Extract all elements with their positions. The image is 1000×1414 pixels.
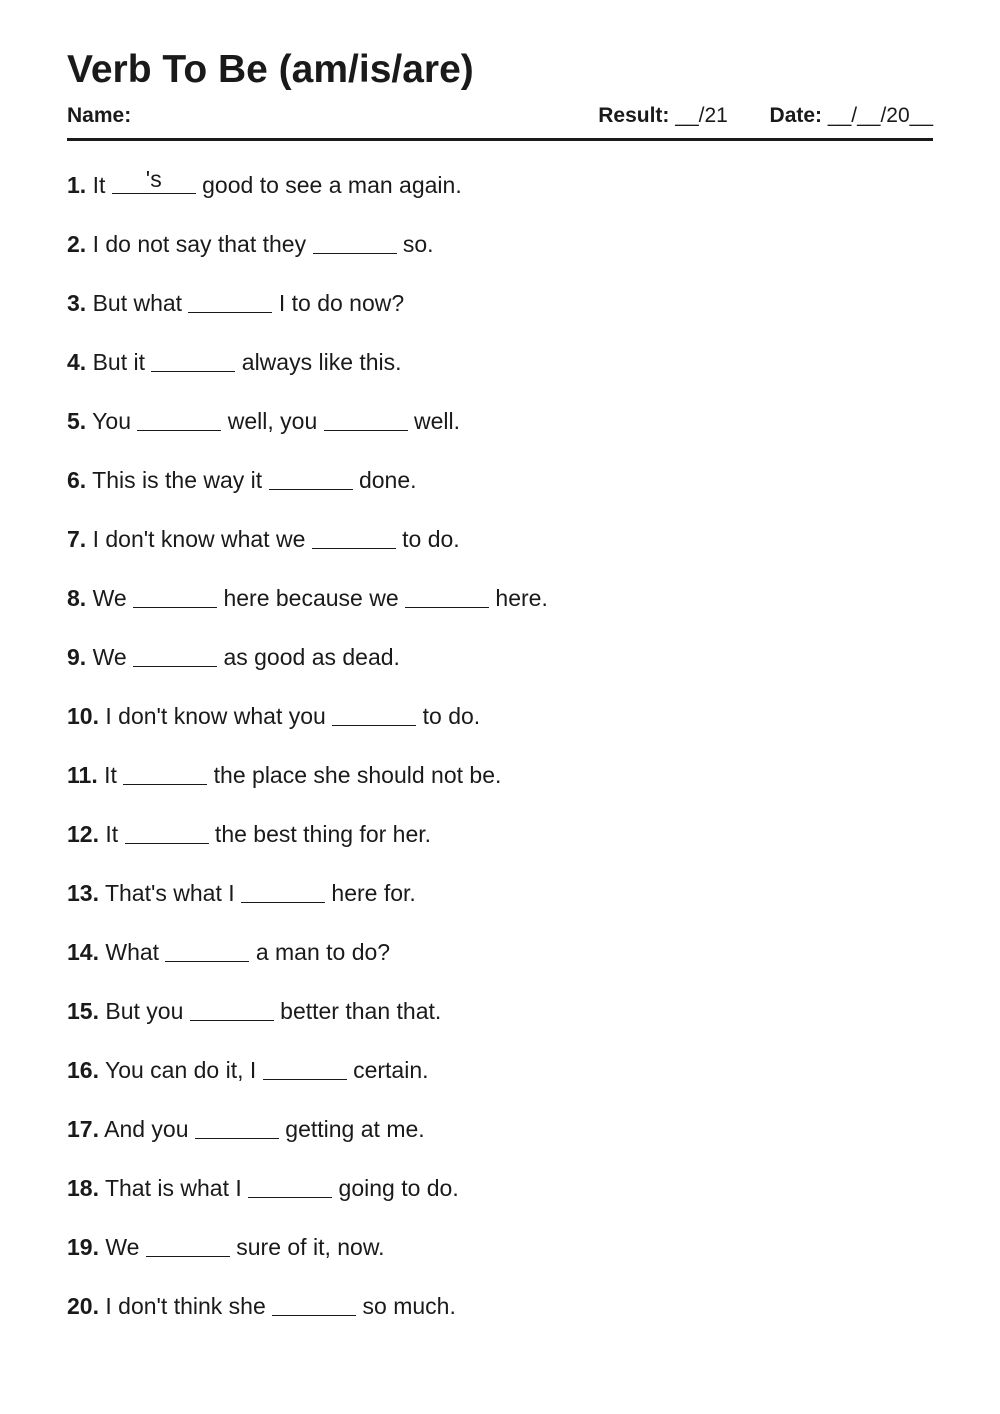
question-text: I do not say that they [92, 231, 313, 257]
question-item [67, 464, 548, 523]
result-value: __/21 [675, 104, 728, 127]
question-text: to do. [395, 526, 460, 552]
question-text: I don't know what we [92, 526, 312, 552]
answer-blank[interactable] [241, 880, 325, 903]
question-number: 4. [67, 349, 87, 375]
question-text: What [105, 939, 166, 965]
question-number: 15. [67, 998, 99, 1024]
question-text: so. [396, 231, 434, 257]
question-item [67, 1231, 548, 1290]
worksheet-title: Verb To Be (am/is/are) [67, 48, 474, 91]
question-text: That is what I [104, 1175, 249, 1201]
question-text: That's what I [104, 880, 242, 906]
result-date-group [598, 103, 933, 129]
question-text: here because we [217, 585, 406, 611]
question-text: It [104, 762, 124, 788]
question-number: 6. [67, 467, 87, 493]
question-item [67, 523, 548, 582]
question-text: always like this. [235, 349, 402, 375]
question-number: 1. [67, 172, 87, 198]
question-number: 16. [67, 1057, 99, 1083]
question-item [67, 287, 548, 346]
question-number: 13. [67, 880, 99, 906]
question-number: 11. [67, 762, 98, 788]
question-text: This is the way it [92, 467, 269, 493]
question-item [67, 877, 548, 936]
question-text: well. [407, 408, 461, 434]
answer-blank[interactable] [123, 762, 207, 785]
answer-blank[interactable] [112, 166, 196, 194]
header-divider [67, 138, 933, 141]
question-text: You [92, 408, 138, 434]
question-item [67, 700, 548, 759]
answer-blank[interactable] [165, 939, 249, 962]
question-text: certain. [346, 1057, 429, 1083]
question-item [67, 582, 548, 641]
question-item [67, 346, 548, 405]
answer-blank[interactable] [312, 526, 396, 549]
question-text: We [105, 1234, 146, 1260]
answer-blank[interactable] [405, 585, 489, 608]
question-text: But what [92, 290, 189, 316]
answer-blank[interactable] [146, 1234, 230, 1257]
answer-blank[interactable] [324, 408, 408, 431]
question-item [67, 995, 548, 1054]
question-item [67, 818, 548, 877]
question-item [67, 1054, 548, 1113]
question-list [67, 166, 548, 1349]
name-label: Name: [67, 104, 132, 127]
question-number: 3. [67, 290, 87, 316]
question-number: 18. [67, 1175, 99, 1201]
date-label: Date: [769, 104, 823, 127]
answer-blank[interactable] [195, 1116, 279, 1139]
answer-blank[interactable] [263, 1057, 347, 1080]
question-text: the best thing for her. [208, 821, 432, 847]
question-number: 19. [67, 1234, 99, 1260]
question-text: good to see a man again. [195, 172, 462, 198]
question-text: sure of it, now. [229, 1234, 385, 1260]
question-item [67, 936, 548, 995]
question-text: better than that. [273, 998, 442, 1024]
question-text: But it [92, 349, 152, 375]
question-text: well, you [221, 408, 324, 434]
question-number: 17. [67, 1116, 99, 1142]
question-text: You can do it, I [104, 1057, 263, 1083]
answer-blank[interactable] [137, 408, 221, 431]
question-number: 20. [67, 1293, 99, 1319]
question-text: It [92, 172, 112, 198]
answer-blank[interactable] [269, 467, 353, 490]
question-text: And you [104, 1116, 195, 1142]
question-number: 10. [67, 703, 99, 729]
question-text: a man to do? [249, 939, 391, 965]
question-text: as good as dead. [217, 644, 400, 670]
answer-blank[interactable] [272, 1293, 356, 1316]
question-item [67, 641, 548, 700]
result-label: Result: [598, 104, 670, 127]
question-number: 9. [67, 644, 87, 670]
question-text: I don't think she [105, 1293, 273, 1319]
date-value: __/__/20__ [827, 104, 933, 127]
question-text: We [92, 644, 134, 670]
question-text: It [105, 821, 125, 847]
question-number: 12. [67, 821, 99, 847]
question-number: 7. [67, 526, 87, 552]
question-number: 14. [67, 939, 99, 965]
question-text: so much. [356, 1293, 456, 1319]
answer-blank[interactable] [133, 585, 217, 608]
question-item [67, 228, 548, 287]
question-text: But you [105, 998, 190, 1024]
question-text: to do. [416, 703, 481, 729]
question-text: the place she should not be. [207, 762, 502, 788]
answer-blank[interactable] [151, 349, 235, 372]
question-text: getting at me. [278, 1116, 425, 1142]
worksheet-header [67, 103, 933, 129]
question-item [67, 166, 548, 228]
question-item [67, 405, 548, 464]
answer-blank[interactable] [190, 998, 274, 1021]
question-text: here. [489, 585, 548, 611]
question-text: We [92, 585, 134, 611]
answer-blank[interactable] [125, 821, 209, 844]
question-text: I to do now? [272, 290, 405, 316]
question-item [67, 1113, 548, 1172]
answer-blank[interactable] [248, 1175, 332, 1198]
question-number: 8. [67, 585, 87, 611]
question-item [67, 1290, 548, 1349]
question-text: done. [352, 467, 417, 493]
question-text: I don't know what you [105, 703, 333, 729]
question-number: 2. [67, 231, 87, 257]
question-text: here for. [325, 880, 416, 906]
filled-answer: 's [145, 166, 162, 192]
answer-blank[interactable] [133, 644, 217, 667]
answer-blank[interactable] [188, 290, 272, 313]
answer-blank[interactable] [332, 703, 416, 726]
question-number: 5. [67, 408, 87, 434]
question-item [67, 759, 548, 818]
question-text: going to do. [332, 1175, 459, 1201]
answer-blank[interactable] [313, 231, 397, 254]
question-item [67, 1172, 548, 1231]
